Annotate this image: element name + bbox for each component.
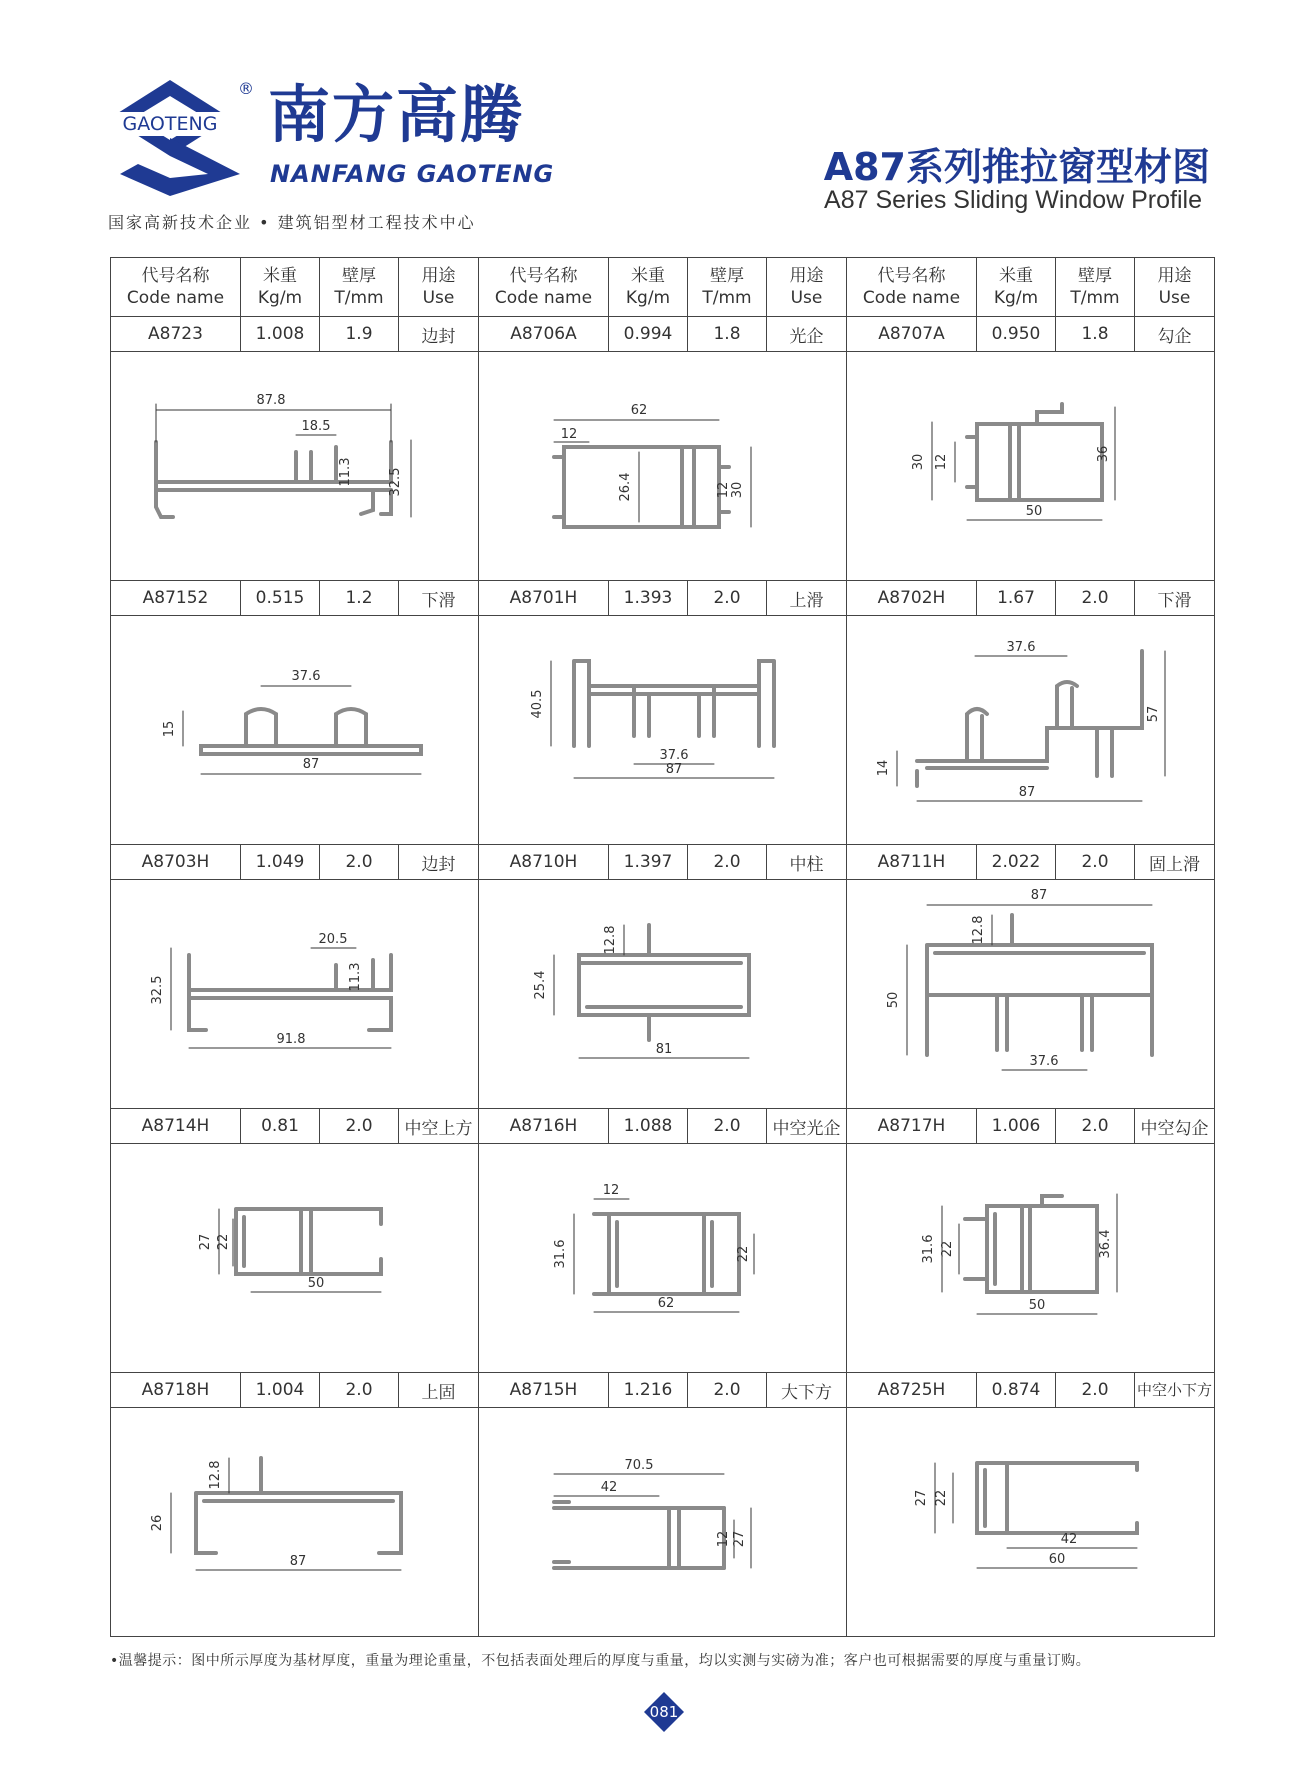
dim-label: 12 bbox=[602, 1183, 620, 1198]
header-weight: 米重 Kg/m bbox=[609, 258, 688, 317]
profile-info-row bbox=[111, 1373, 1215, 1408]
profile-drawing-cell bbox=[847, 880, 1215, 1109]
profile-weight: 0.950 bbox=[977, 317, 1056, 352]
profile-thickness: 2.0 bbox=[688, 581, 767, 616]
dim-label: 12 bbox=[560, 427, 578, 442]
profile-drawing-row bbox=[111, 880, 1215, 1109]
profile-drawing-a8706a bbox=[479, 352, 845, 580]
brand-name-en: NANFANG GAOTENG bbox=[270, 160, 555, 188]
dim-label: 12.8 bbox=[971, 915, 986, 945]
profile-use: 中空光企 bbox=[767, 1109, 847, 1144]
brand-name-cn: 南方高腾 bbox=[268, 78, 525, 151]
dim-label: 50 bbox=[886, 991, 901, 1009]
profile-weight: 1.088 bbox=[609, 1109, 688, 1144]
profile-drawing-a8723 bbox=[111, 352, 477, 580]
dim-label: 30 bbox=[911, 453, 926, 471]
profile-drawing-cell bbox=[479, 880, 847, 1109]
profile-drawing-row bbox=[111, 352, 1215, 581]
profile-thickness: 2.0 bbox=[1056, 1373, 1135, 1408]
profile-drawing-a87152 bbox=[111, 616, 477, 844]
dim-label: 50 bbox=[307, 1276, 325, 1291]
profile-weight: 1.216 bbox=[609, 1373, 688, 1408]
dim-label: 50 bbox=[1028, 1298, 1046, 1313]
dim-label: 26 bbox=[150, 1514, 165, 1532]
dim-label: 27 bbox=[732, 1530, 747, 1548]
profile-drawing-cell bbox=[479, 616, 847, 845]
profile-use: 下滑 bbox=[399, 581, 479, 616]
header-code: 代号名称 Code name bbox=[479, 258, 609, 317]
dim-label: 60 bbox=[1048, 1552, 1066, 1567]
profile-weight: 1.393 bbox=[609, 581, 688, 616]
page-number-badge bbox=[642, 1690, 686, 1734]
profile-drawing-a8715h bbox=[479, 1408, 845, 1636]
dim-label: 30 bbox=[730, 481, 745, 499]
profile-drawing-cell bbox=[479, 1408, 847, 1637]
profile-drawing-cell bbox=[111, 1408, 479, 1637]
dim-label: 25.4 bbox=[533, 970, 548, 1000]
profile-use: 光企 bbox=[767, 317, 847, 352]
profile-code: A8718H bbox=[111, 1373, 241, 1408]
profile-code: A8706A bbox=[479, 317, 609, 352]
profile-code: A8717H bbox=[847, 1109, 977, 1144]
profile-drawing-cell bbox=[847, 1408, 1215, 1637]
profile-use: 中柱 bbox=[767, 845, 847, 880]
dim-label: 15 bbox=[162, 720, 177, 738]
profile-drawing-cell bbox=[479, 1144, 847, 1373]
profile-code: A8725H bbox=[847, 1373, 977, 1408]
dim-label: 20.5 bbox=[318, 932, 348, 947]
profile-drawing-row bbox=[111, 1408, 1215, 1637]
profile-drawing-a8717h bbox=[847, 1144, 1213, 1372]
dim-label: 14 bbox=[876, 759, 891, 777]
page-title-en: A87 Series Sliding Window Profile bbox=[824, 186, 1202, 214]
profile-drawing-a8701h bbox=[479, 616, 845, 844]
profile-code: A8723 bbox=[111, 317, 241, 352]
dim-label: 37.6 bbox=[291, 669, 321, 684]
profile-thickness: 2.0 bbox=[688, 1373, 767, 1408]
profile-code: A8710H bbox=[479, 845, 609, 880]
header-use: 用途 Use bbox=[1135, 258, 1215, 317]
profile-weight: 1.397 bbox=[609, 845, 688, 880]
profile-code: A8703H bbox=[111, 845, 241, 880]
company-tagline: 国家高新技术企业 • 建筑铝型材工程技术中心 bbox=[108, 213, 476, 232]
dim-label: 62 bbox=[657, 1296, 675, 1311]
dim-label: 36 bbox=[1096, 445, 1111, 463]
profile-weight: 1.008 bbox=[241, 317, 320, 352]
profile-code: A8716H bbox=[479, 1109, 609, 1144]
profile-drawing-a8725h bbox=[847, 1408, 1213, 1636]
dim-label: 18.5 bbox=[301, 419, 331, 434]
profile-weight: 0.515 bbox=[241, 581, 320, 616]
profile-drawing-a8707a bbox=[847, 352, 1213, 580]
dim-label: 31.6 bbox=[553, 1239, 568, 1269]
dim-label: 12 bbox=[716, 1530, 731, 1548]
dim-label: 31.6 bbox=[921, 1234, 936, 1264]
dim-label: 12 bbox=[716, 481, 731, 499]
profile-code: A87152 bbox=[111, 581, 241, 616]
gaoteng-logo bbox=[108, 78, 254, 198]
profile-use: 勾企 bbox=[1135, 317, 1215, 352]
profile-use: 大下方 bbox=[767, 1373, 847, 1408]
profile-use: 中空小下方 bbox=[1135, 1373, 1215, 1408]
profile-thickness: 2.0 bbox=[320, 845, 399, 880]
header-use: 用途 Use bbox=[767, 258, 847, 317]
dim-label: 87.8 bbox=[256, 393, 286, 408]
dim-label: 40.5 bbox=[530, 689, 545, 719]
profile-weight: 2.022 bbox=[977, 845, 1056, 880]
dim-label: 62 bbox=[630, 403, 648, 418]
profile-drawing-cell bbox=[111, 352, 479, 581]
profile-drawing-a8718h bbox=[111, 1408, 477, 1636]
profile-thickness: 2.0 bbox=[688, 1109, 767, 1144]
profile-use: 上滑 bbox=[767, 581, 847, 616]
dim-label: 32.5 bbox=[150, 975, 165, 1005]
profile-drawing-a8714h bbox=[111, 1144, 477, 1372]
profile-thickness: 1.2 bbox=[320, 581, 399, 616]
profile-drawing-a8716h bbox=[479, 1144, 845, 1372]
profile-weight: 0.994 bbox=[609, 317, 688, 352]
dim-label: 36.4 bbox=[1098, 1229, 1113, 1259]
profile-drawing-a8702h bbox=[847, 616, 1213, 844]
header-code: 代号名称 Code name bbox=[111, 258, 241, 317]
profile-use: 边封 bbox=[399, 317, 479, 352]
header-weight: 米重 Kg/m bbox=[241, 258, 320, 317]
logo-text: GAOTENG bbox=[122, 113, 218, 135]
profile-drawing-cell bbox=[111, 616, 479, 845]
dim-label: 12 bbox=[934, 453, 949, 471]
profile-weight: 1.049 bbox=[241, 845, 320, 880]
profile-use: 中空上方 bbox=[399, 1109, 479, 1144]
dim-label: 37.6 bbox=[1006, 640, 1036, 655]
profile-thickness: 2.0 bbox=[1056, 581, 1135, 616]
profile-thickness: 2.0 bbox=[1056, 845, 1135, 880]
profile-code: A8711H bbox=[847, 845, 977, 880]
header-code: 代号名称 Code name bbox=[847, 258, 977, 317]
dim-label: 50 bbox=[1025, 504, 1043, 519]
profile-info-row bbox=[111, 845, 1215, 880]
profile-weight: 0.874 bbox=[977, 1373, 1056, 1408]
profile-drawing-cell bbox=[847, 1144, 1215, 1373]
profile-use: 中空勾企 bbox=[1135, 1109, 1215, 1144]
profile-drawing-row bbox=[111, 1144, 1215, 1373]
dim-label: 26.4 bbox=[618, 472, 633, 502]
profile-weight: 1.67 bbox=[977, 581, 1056, 616]
header-thickness: 壁厚 T/mm bbox=[1056, 258, 1135, 317]
dim-label: 12.8 bbox=[603, 925, 618, 955]
profile-thickness: 1.9 bbox=[320, 317, 399, 352]
profile-drawing-cell bbox=[479, 352, 847, 581]
disclaimer-note: •温馨提示：图中所示厚度为基材厚度，重量为理论重量，不包括表面处理后的厚度与重量，均以实测与实磅为准；客户也可根据需要的厚度与重量订购。 bbox=[110, 1653, 1091, 1669]
dim-label: 91.8 bbox=[276, 1032, 306, 1047]
dim-label: 87 bbox=[289, 1554, 307, 1569]
profile-use: 固上滑 bbox=[1135, 845, 1215, 880]
profile-code: A8707A bbox=[847, 317, 977, 352]
dim-label: 57 bbox=[1146, 705, 1161, 723]
page-number: 081 bbox=[649, 1703, 679, 1721]
dim-label: 27 bbox=[914, 1489, 929, 1507]
profile-thickness: 2.0 bbox=[320, 1373, 399, 1408]
header-weight: 米重 Kg/m bbox=[977, 258, 1056, 317]
dim-label: 81 bbox=[655, 1042, 673, 1057]
profile-code: A8714H bbox=[111, 1109, 241, 1144]
profile-info-row bbox=[111, 581, 1215, 616]
profile-drawing-row bbox=[111, 616, 1215, 845]
profile-drawing-a8703h bbox=[111, 880, 477, 1108]
header-thickness: 壁厚 T/mm bbox=[688, 258, 767, 317]
profile-use: 上固 bbox=[399, 1373, 479, 1408]
dim-label: 11.3 bbox=[338, 457, 353, 487]
dim-label: 70.5 bbox=[624, 1458, 654, 1473]
profile-code: A8702H bbox=[847, 581, 977, 616]
header-use: 用途 Use bbox=[399, 258, 479, 317]
profile-table bbox=[110, 257, 1215, 1637]
profile-use: 下滑 bbox=[1135, 581, 1215, 616]
dim-label: 87 bbox=[1030, 888, 1048, 903]
dim-label: 22 bbox=[934, 1489, 949, 1507]
profile-weight: 0.81 bbox=[241, 1109, 320, 1144]
dim-label: 42 bbox=[600, 1480, 618, 1495]
profile-use: 边封 bbox=[399, 845, 479, 880]
profile-thickness: 2.0 bbox=[320, 1109, 399, 1144]
dim-label: 22 bbox=[216, 1233, 231, 1251]
profile-thickness: 2.0 bbox=[688, 845, 767, 880]
dim-label: 37.6 bbox=[1029, 1054, 1059, 1069]
profile-drawing-cell bbox=[847, 352, 1215, 581]
header-thickness: 壁厚 T/mm bbox=[320, 258, 399, 317]
profile-weight: 1.004 bbox=[241, 1373, 320, 1408]
dim-label: 87 bbox=[665, 762, 683, 777]
dim-label: 32.5 bbox=[388, 467, 403, 497]
dim-label: 22 bbox=[940, 1240, 955, 1258]
dim-label: 12.8 bbox=[208, 1460, 223, 1490]
dim-label: 27 bbox=[198, 1233, 213, 1251]
profile-weight: 1.006 bbox=[977, 1109, 1056, 1144]
dim-label: 87 bbox=[302, 757, 320, 772]
profile-code: A8715H bbox=[479, 1373, 609, 1408]
dim-label: 87 bbox=[1018, 785, 1036, 800]
dim-label: 22 bbox=[736, 1245, 751, 1263]
dim-label: 11.3 bbox=[348, 962, 363, 992]
profile-drawing-cell bbox=[111, 1144, 479, 1373]
profile-drawing-a8711h bbox=[847, 880, 1213, 1108]
profile-info-row bbox=[111, 1109, 1215, 1144]
profile-drawing-cell bbox=[111, 880, 479, 1109]
profile-thickness: 2.0 bbox=[1056, 1109, 1135, 1144]
profile-thickness: 1.8 bbox=[688, 317, 767, 352]
dim-label: 42 bbox=[1060, 1532, 1078, 1547]
dim-label: 37.6 bbox=[659, 748, 689, 763]
profile-drawing-cell bbox=[847, 616, 1215, 845]
profile-code: A8701H bbox=[479, 581, 609, 616]
profile-drawing-a8710h bbox=[479, 880, 845, 1108]
page-title-cn: A87系列推拉窗型材图 bbox=[823, 145, 1210, 189]
profile-info-row bbox=[111, 317, 1215, 352]
profile-thickness: 1.8 bbox=[1056, 317, 1135, 352]
table-header-row bbox=[111, 258, 1215, 317]
registered-mark: ® bbox=[238, 79, 254, 98]
